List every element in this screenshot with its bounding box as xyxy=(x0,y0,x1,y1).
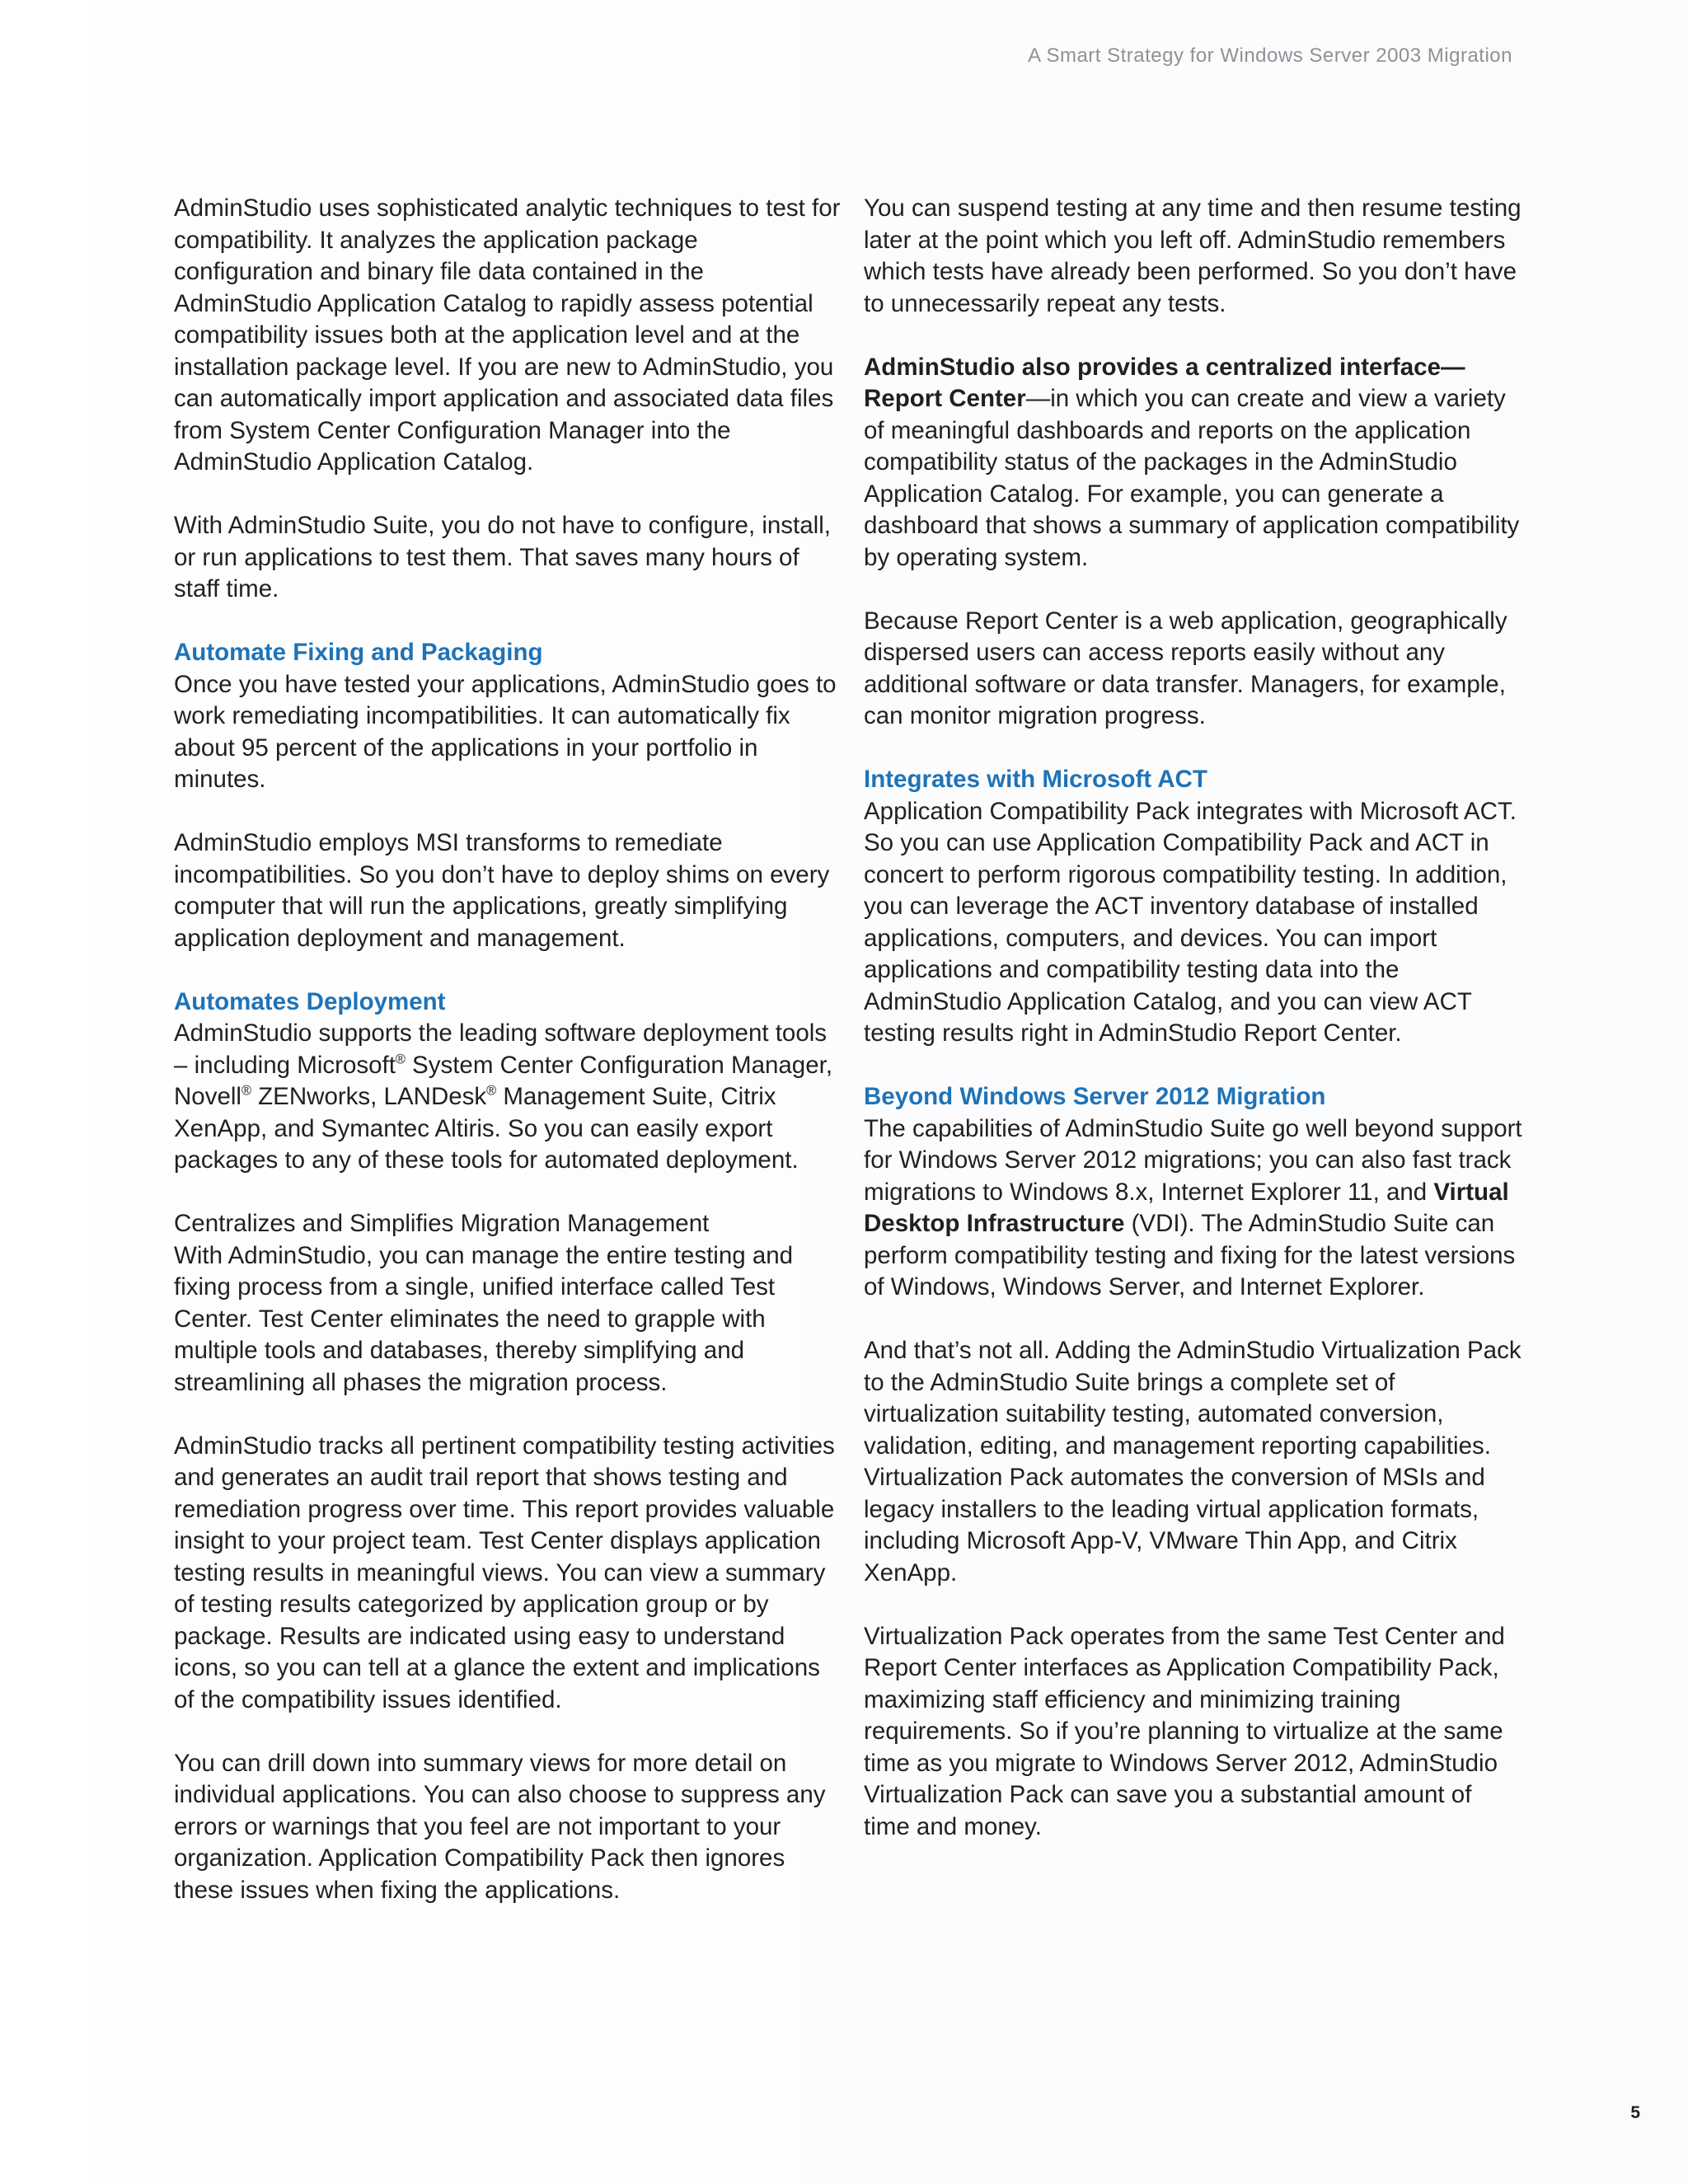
left-paragraph-7: AdminStudio tracks all pertinent compatibility testing activities and generates an audit trail report that shows testing and remediation progress over time. This report provides valuable insight to your project team. Test Center displays application testing results in meaningful views. You can view a summary of testing results categorized by application group or by package. Results are indicated using easy to understand icons, so you can tell at a glance the extent and implications of the compatibility issues identified. xyxy=(174,1432,835,1713)
deployment-text-d: Management Suite, Citrix XenApp, and Symantec Altiris. So you can easily export packages to any of these tools for automated deployment. xyxy=(174,1083,799,1174)
right-column xyxy=(864,193,1523,1875)
beyond-text-b: (VDI). The AdminStudio Suite can perform compatibility testing and fixing for the latest versions of Windows, Windows Server, and Internet Explorer. xyxy=(864,1210,1516,1301)
right-paragraph-5 xyxy=(864,1113,1523,1304)
left-paragraph-6: With AdminStudio, you can manage the entire testing and fixing process from a single, unified interface called Test Center. Test Center eliminates the need to grapple with multiple tools and databases, thereby simplifying and streamlining all phases the migration process. xyxy=(174,1241,794,1396)
heading-automate-fixing: Automate Fixing and Packaging xyxy=(174,639,543,666)
left-paragraph-2: With AdminStudio Suite, you do not have to configure, install, or run applications to test them. That saves many hours of staff time. xyxy=(174,512,831,602)
right-paragraph-3: Because Report Center is a web application, geographically dispersed users can access reports easily without any additional software or data transfer. Managers, for example, can monitor migration progress. xyxy=(864,607,1507,729)
heading-automates-deployment: Automates Deployment xyxy=(174,987,446,1015)
heading-beyond-migration: Beyond Windows Server 2012 Migration xyxy=(864,1083,1326,1110)
report-center-text: —in which you can create and view a variety of meaningful dashboards and reports on the application compatibility status of the packages in the AdminStudio Application Catalog. For example, you can generate a dashboard that shows a summary of application compatibility by operating system. xyxy=(864,385,1520,571)
right-paragraph-6: And that’s not all. Adding the AdminStudio Virtualization Pack to the AdminStudio Suite brings a complete set of virtualization suitability testing, automated conversion, validation, editing, and management reporting capabilities. Virtualization Pack automates the conversion of MSIs and legacy installers to the leading virtual application formats, including Microsoft App-V, VMware Thin App, and Citrix XenApp. xyxy=(864,1337,1522,1586)
deployment-text-a: AdminStudio supports the leading software deployment tools – including Microsoft xyxy=(174,1019,828,1079)
vdi-bold: Virtual Desktop Infrastructure xyxy=(864,1178,1509,1237)
right-paragraph-7: Virtualization Pack operates from the same Test Center and Report Center interfaces as Application Compatibility Pack, maximizing staff efficiency and minimizing training requirements. So if you’re planning to virtualize at the same time as you migrate to Windows Server 2012, AdminStudio Virtualization Pack can save you a substantial amount of time and money. xyxy=(864,1622,1505,1840)
right-paragraph-1: You can suspend testing at any time and then resume testing later at the point which you left off. AdminStudio remembers which tests have already been performed. So you don’t have to unnecessarily repeat any tests. xyxy=(864,194,1522,317)
page-number: 5 xyxy=(1630,2103,1640,2122)
beyond-text-a: The capabilities of AdminStudio Suite go well beyond support for Windows Server 2012 migrations; you can also fast track migrations to Windows 8.x, Internet Explorer 11, and xyxy=(864,1114,1522,1206)
right-paragraph-4: Application Compatibility Pack integrates with Microsoft ACT. So you can use Application Compatibility Pack and ACT in concert to perform rigorous compatibility testing. In addition, you can leverage the ACT inventory database of installed applications, computers, and devices. You can import applications and compatibility testing data into the AdminStudio Application Catalog, and you can view ACT testing results right in AdminStudio Report Center. xyxy=(864,797,1517,1047)
left-paragraph-3: Once you have tested your applications, AdminStudio goes to work remediating incompatibilities. It can automatically fix about 95 percent of the applications in your portfolio in minutes. xyxy=(174,670,837,793)
left-paragraph-5 xyxy=(174,1018,842,1177)
left-paragraph-1: AdminStudio uses sophisticated analytic techniques to test for compatibility. It analyzes the application package configuration and binary file data contained in the AdminStudio Application Catalog to rapidly assess potential compatibility issues both at the application level and at the installation package level. If you are new to AdminStudio, you can automatically import application and associated data files from System Center Configuration Manager into the AdminStudio Application Catalog. xyxy=(174,194,841,476)
left-column xyxy=(174,193,842,1938)
running-header: A Smart Strategy for Windows Server 2003 Migration xyxy=(1028,45,1512,67)
right-paragraph-2 xyxy=(864,352,1523,574)
registered-mark: ® xyxy=(486,1083,497,1099)
deployment-text-b: System Center Configuration Manager, Novell xyxy=(174,1051,833,1110)
registered-mark: ® xyxy=(395,1052,406,1067)
left-paragraph-4: AdminStudio employs MSI transforms to remediate incompatibilities. So you don’t have to deploy shims on every computer that will run the applications, greatly simplifying application deployment and management. xyxy=(174,829,830,952)
report-center-bold: AdminStudio also provides a centralized interface—Report Center xyxy=(864,353,1465,412)
left-paragraph-8: You can drill down into summary views for more detail on individual applications. You can also choose to suppress any errors or warnings that you feel are not important to your organization. Application Compatibility Pack then ignores these issues when fixing the applications. xyxy=(174,1749,826,1904)
subheading-centralizes: Centralizes and Simplifies Migration Management xyxy=(174,1210,710,1237)
registered-mark: ® xyxy=(241,1083,251,1099)
heading-integrates-act: Integrates with Microsoft ACT xyxy=(864,766,1207,793)
deployment-text-c: ZENworks, LANDesk xyxy=(251,1083,487,1110)
